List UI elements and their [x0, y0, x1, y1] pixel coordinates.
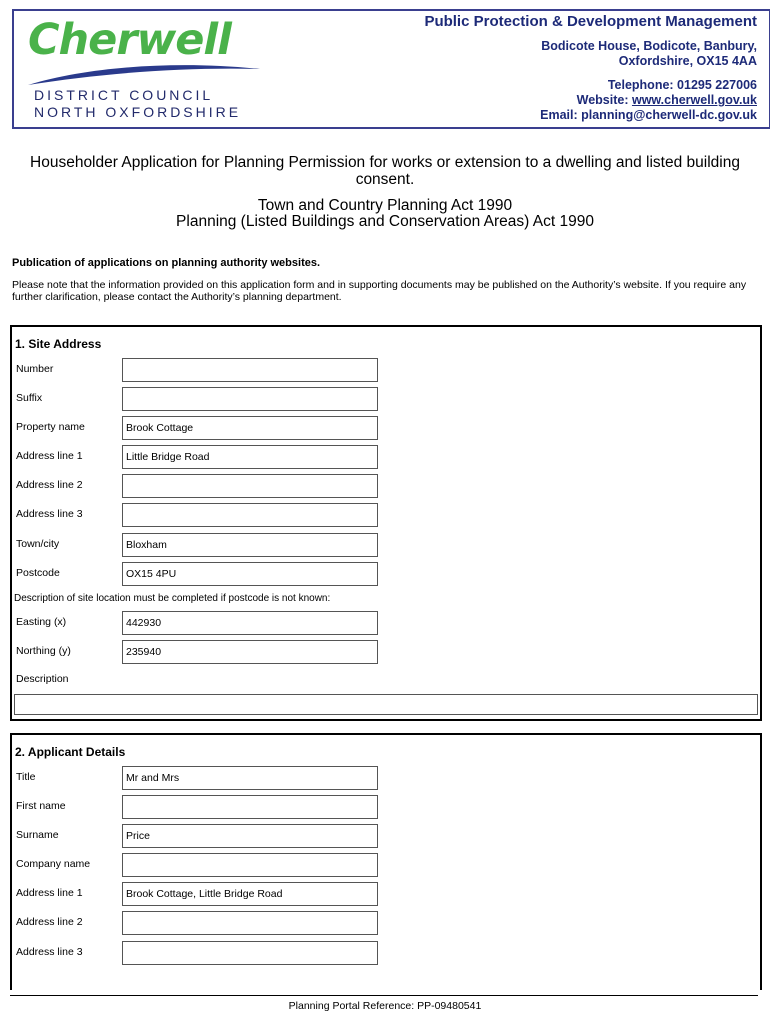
website-line [424, 93, 757, 108]
field-label: First name [16, 800, 66, 812]
field-row [12, 824, 752, 848]
act-1: Town and Country Planning Act 1990 [257, 197, 513, 214]
description-field[interactable] [14, 694, 758, 715]
field-row [12, 853, 752, 877]
postcode-field[interactable]: OX15 4PU [122, 562, 378, 586]
field-label: Easting (x) [16, 616, 67, 628]
field-label: Address line 2 [16, 479, 83, 491]
telephone: Telephone: 01295 227006 [607, 78, 757, 92]
field-row [12, 533, 752, 557]
address-line-2-field[interactable] [122, 474, 378, 498]
field-row [12, 882, 752, 906]
field-label: Postcode [16, 567, 60, 579]
site-address-section [10, 325, 762, 721]
portal-reference: Planning Portal Reference: PP-09480541 [288, 1000, 482, 1012]
email-link[interactable]: planning@cherwell-dc.gov.uk [581, 108, 757, 122]
letterhead [12, 9, 770, 129]
section-title: 1. Site Address [15, 337, 102, 351]
acts [20, 198, 750, 230]
address-line-2-field[interactable] [122, 911, 378, 935]
publication-note: Please note that the information provided on this application form and in supporting documents may be published on the Authority’s website. If you require any further clarification, please contact the Authority’s planning department. [12, 279, 747, 303]
address-line-2: Oxfordshire, OX15 4AA [618, 54, 757, 68]
cherwell-logo: Cherwell [28, 15, 231, 65]
surname-field[interactable]: Price [122, 824, 378, 848]
easting-field[interactable]: 442930 [122, 611, 378, 635]
field-row [12, 416, 752, 440]
website-label: Website: [576, 93, 632, 107]
field-row [12, 795, 752, 819]
field-label: Property name [16, 421, 85, 433]
northing-field[interactable]: 235940 [122, 640, 378, 664]
town-city-field[interactable]: Bloxham [122, 533, 378, 557]
title-field[interactable]: Mr and Mrs [122, 766, 378, 790]
field-row [12, 358, 752, 382]
footer-divider [10, 995, 758, 996]
field-label: Surname [16, 829, 59, 841]
field-row [12, 445, 752, 469]
field-row [12, 640, 752, 664]
field-label: Address line 1 [16, 450, 83, 462]
logo-swoosh-icon [24, 59, 264, 89]
email-label: Email: [540, 108, 582, 122]
field-label: Address line 3 [16, 508, 83, 520]
field-label: Title [16, 771, 36, 783]
field-row [12, 503, 752, 527]
field-row [12, 611, 752, 635]
field-label: Company name [16, 858, 91, 870]
publication-heading: Publication of applications on planning authority websites. [12, 257, 321, 269]
address-line-1: Bodicote House, Bodicote, Banbury, [541, 39, 757, 53]
number-field[interactable] [122, 358, 378, 382]
letterhead-contact [424, 13, 757, 123]
council-region: NORTH OXFORDSHIRE [34, 104, 242, 120]
email-line [424, 108, 757, 123]
section-title: 2. Applicant Details [15, 745, 126, 759]
field-row [12, 562, 752, 586]
first-name-field[interactable] [122, 795, 378, 819]
field-label: Northing (y) [16, 645, 71, 657]
council-name: DISTRICT COUNCIL [34, 87, 214, 103]
website-link[interactable]: www.cherwell.gov.uk [631, 93, 757, 107]
field-label: Suffix [16, 392, 43, 404]
field-label: Address line 1 [16, 887, 83, 899]
field-row [12, 766, 752, 790]
description-label: Description [16, 673, 69, 685]
address-line-3-field[interactable] [122, 941, 378, 965]
act-2: Planning (Listed Buildings and Conservation Areas) Act 1990 [176, 213, 594, 230]
field-label: Address line 3 [16, 946, 83, 958]
company-name-field[interactable] [122, 853, 378, 877]
applicant-details-section [10, 733, 762, 990]
field-label: Address line 2 [16, 916, 83, 928]
address-line-1-field[interactable]: Brook Cottage, Little Bridge Road [122, 882, 378, 906]
field-row [12, 387, 752, 411]
suffix-field[interactable] [122, 387, 378, 411]
location-note: Description of site location must be completed if postcode is not known: [14, 593, 331, 604]
field-row [12, 474, 752, 498]
department-name: Public Protection & Development Management [424, 13, 757, 30]
field-label: Number [16, 363, 54, 375]
form-title: Householder Application for Planning Permission for works or extension to a dwelling and listed building consent. [30, 154, 740, 188]
field-row [12, 911, 752, 935]
field-row [12, 941, 752, 965]
address-line-1-field[interactable]: Little Bridge Road [122, 445, 378, 469]
property-name-field[interactable]: Brook Cottage [122, 416, 378, 440]
address-line-3-field[interactable] [122, 503, 378, 527]
field-label: Town/city [16, 538, 60, 550]
